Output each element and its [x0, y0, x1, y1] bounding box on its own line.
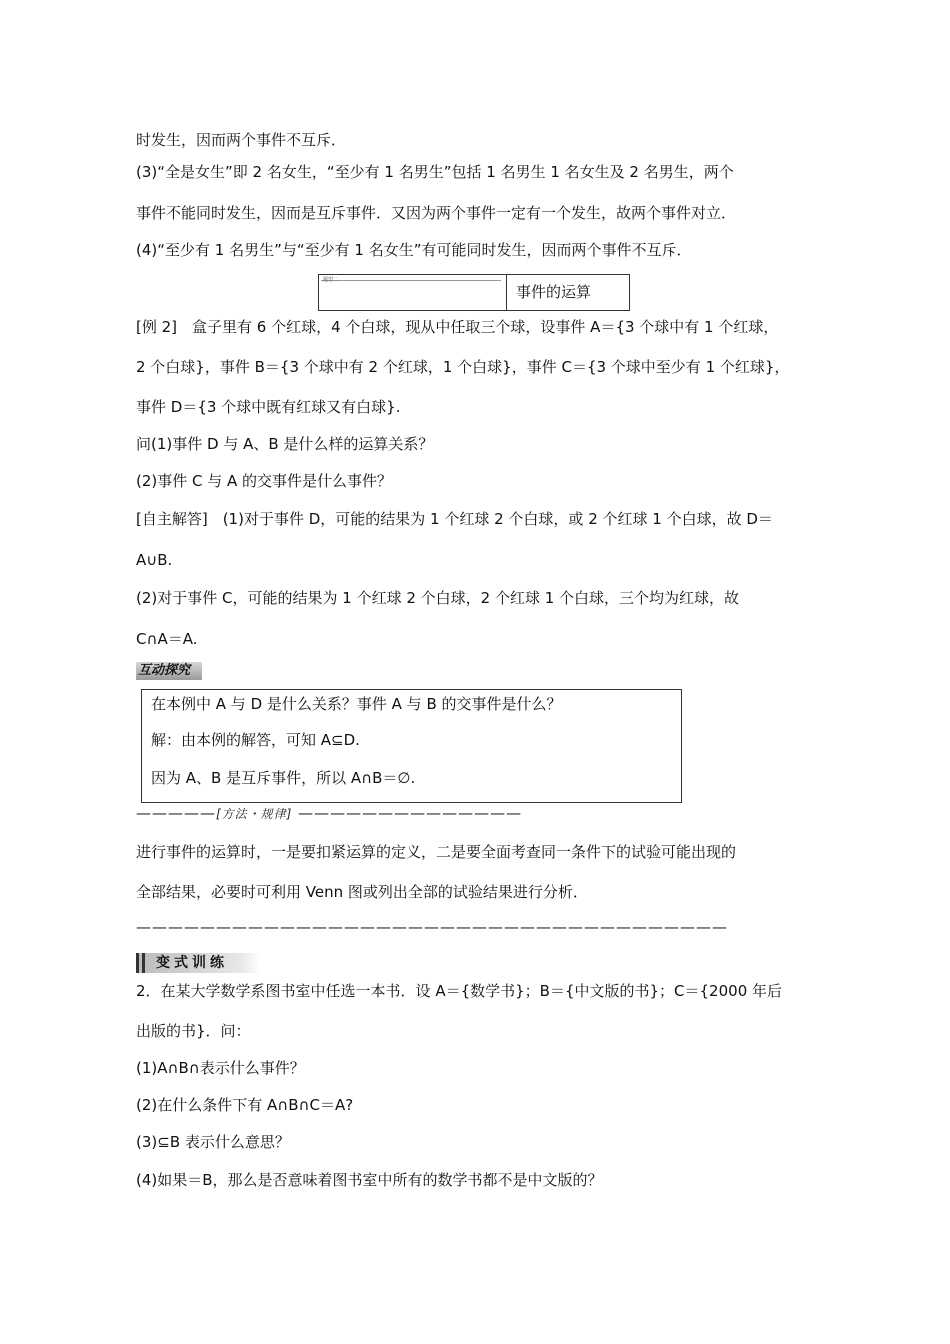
- variant-line: (2)在什么条件下有 A∩B∩C＝A?: [136, 1096, 354, 1114]
- inquiry-line: 因为 A、B 是互斥事件，所以 A∩B＝∅.: [151, 769, 416, 787]
- inquiry-box: [141, 689, 682, 803]
- section-heading: [318, 274, 630, 311]
- method-label: [方法・规律]: [216, 807, 293, 821]
- text-line: 事件不能同时发生，因而是互斥事件．又因为两个事件一定有一个发生，故两个事件对立．: [136, 204, 737, 222]
- heading-divider: [506, 275, 507, 310]
- solution-line: A∪B.: [136, 551, 173, 569]
- solution-line: C∩A＝A.: [136, 630, 198, 648]
- variant-line: (3)⊆B 表示什么意思？: [136, 1133, 290, 1151]
- text-line: 时发生，因而两个事件不互斥．: [136, 131, 347, 149]
- variant-line: 2．在某大学数学系图书室中任选一本书．设 A＝{数学书}；B＝{中文版的书}；C＝{2000 年后: [136, 982, 782, 1000]
- variant-line: (1)A∩B∩表示什么事件？: [136, 1059, 305, 1077]
- method-line: 进行事件的运算时，一是要扣紧运算的定义，二是要全面考查同一条件下的试验可能出现的: [136, 843, 737, 861]
- question-line: (2)事件 C 与 A 的交事件是什么事件？: [136, 472, 393, 490]
- inquiry-line: 解：由本例的解答，可知 A⊆D.: [151, 731, 360, 749]
- heading-tag-bar: [321, 277, 501, 281]
- heading-tag: 题型二: [323, 277, 339, 283]
- solution-line: [自主解答] (1)对于事件 D，可能的结果为 1 个红球 2 个白球，或 2 个红球 1 个白球，故 D＝: [136, 510, 773, 528]
- method-header: [136, 804, 522, 822]
- question-line: 问(1)事件 D 与 A、B 是什么样的运算关系？: [136, 435, 434, 453]
- variant-badge: [136, 953, 260, 973]
- text-line: (3)“全是女生”即 2 名女生，“至少有 1 名男生”包括 1 名男生 1 名女生及 2 名男生，两个: [136, 163, 734, 181]
- solution-line: (2)对于事件 C，可能的结果为 1 个红球 2 个白球，2 个红球 1 个白球，三个均为红球，故: [136, 589, 740, 607]
- method-dash-right: ——————————————: [298, 804, 523, 822]
- inquiry-badge: 互动探究: [136, 662, 202, 680]
- variant-line: 出版的书}．问：: [136, 1022, 251, 1040]
- text-line: (4)“至少有 1 名男生”与“至少有 1 名女生”有可能同时发生，因而两个事件不互斥．: [136, 241, 692, 259]
- variant-bars-icon: [136, 953, 146, 973]
- variant-label: 变式训练: [156, 955, 228, 971]
- example-line: [例 2] 盒子里有 6 个红球，4 个白球，现从中任取三个球，设事件 A＝{3 个球中有 1 个红球，: [136, 318, 779, 336]
- method-closing-rule: —————————————————————————————————————: [136, 918, 728, 936]
- example-line: 2 个白球}，事件 B＝{3 个球中有 2 个红球，1 个白球}，事件 C＝{3 个球中至少有 1 个红球}，: [136, 358, 790, 376]
- heading-title: 事件的运算: [516, 283, 592, 301]
- method-dash-left: —————: [136, 804, 216, 822]
- method-line: 全部结果，必要时可利用 Venn 图或列出全部的试验结果进行分析．: [136, 883, 588, 901]
- inquiry-line: 在本例中 A 与 D 是什么关系？事件 A 与 B 的交事件是什么？: [151, 695, 562, 713]
- variant-line: (4)如果＝B，那么是否意味着图书室中所有的数学书都不是中文版的？: [136, 1171, 603, 1189]
- example-line: 事件 D＝{3 个球中既有红球又有白球}.: [136, 398, 401, 416]
